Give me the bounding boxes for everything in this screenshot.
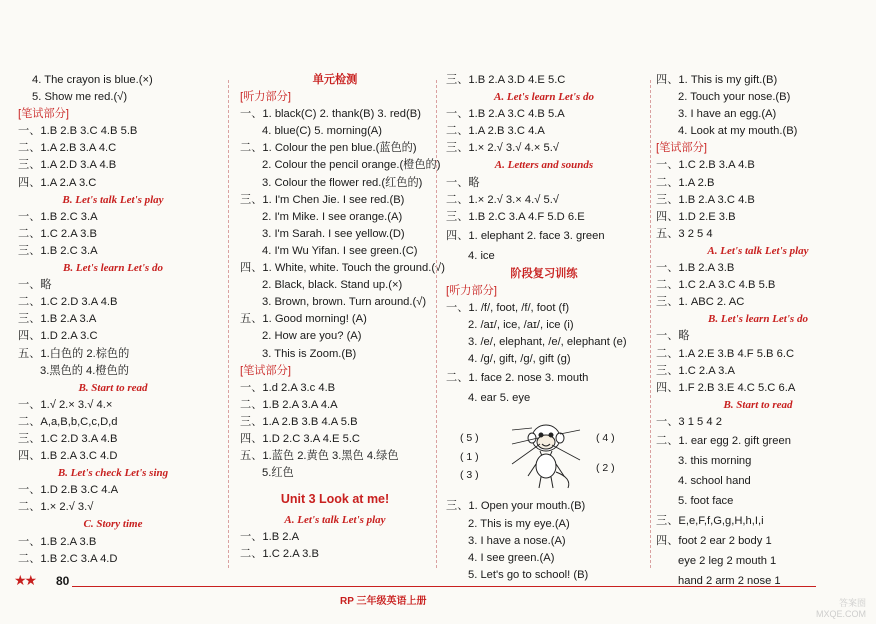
column-divider [650, 80, 651, 568]
answer-line: 一、略 [18, 279, 52, 292]
answer-line: 单元检测 [312, 74, 358, 86]
answer-column-1 [18, 72, 208, 568]
section-heading: A. Let's talk Let's play [707, 244, 809, 257]
answer-line: 5.红色 [262, 467, 294, 480]
answer-line: 四、1.D 2.E 3.B [656, 210, 736, 223]
diagram-label-1: ( 1 ) [460, 451, 479, 463]
answer-line: 5. Show me red.(√) [32, 91, 128, 104]
answer-line: 一、1.D 2.B 3.C 4.A [18, 484, 119, 497]
answer-line: 三、1.× 2.√ 3.√ 4.× 5.√ [446, 142, 559, 155]
answer-line: 4. blue(C) 5. morning(A) [262, 125, 382, 138]
diagram-label-3: ( 3 ) [460, 469, 479, 481]
answer-line: 一、1.B 2.A 3.B [18, 535, 97, 548]
answer-line: 3. I have an egg.(A) [678, 108, 777, 121]
answer-line: 二、1.A 2.B 3.A 4.C [18, 142, 117, 155]
answer-line: 四、foot 2 ear 2 body 1 [656, 534, 772, 547]
answer-line: 五、1. Good morning! (A) [240, 313, 367, 326]
page-number: 80 [56, 574, 70, 588]
answer-line: 一、略 [446, 176, 480, 189]
section-heading: B. Start to read [78, 381, 148, 394]
answer-line: 3. this morning [678, 454, 752, 467]
diagram-label-5: ( 5 ) [460, 432, 479, 444]
answer-line: 三、1. Open your mouth.(B) [446, 500, 586, 513]
answer-line: 一、1. /f/, foot, /f/, foot (f) [446, 302, 570, 315]
column-divider [228, 80, 229, 568]
answer-line: 5. foot face [678, 494, 734, 507]
answer-line: 四、1. White, white. Touch the ground.(√) [240, 262, 445, 275]
answer-line: 二、1.B 2.A 3.A 4.A [240, 398, 338, 411]
watermark: 答案圈 MXQE.COM [815, 598, 866, 619]
diagram-label-4: ( 4 ) [596, 432, 615, 444]
answer-line: 3. Brown, brown. Turn around.(√) [262, 296, 427, 309]
answer-line: 一、3 1 5 4 2 [656, 415, 722, 428]
answer-line: 2. Black, black. Stand up.(×) [262, 279, 403, 292]
answer-line: 三、1.A 2.B 3.B 4.A 5.B [240, 415, 358, 428]
answer-line: 一、1.B 2.A 3.C 4.B 5.A [446, 108, 565, 121]
answer-line: 三、1. I'm Chen Jie. I see red.(B) [240, 193, 405, 206]
star-rating-icon: ★★ [14, 572, 36, 588]
answer-line: 五、1.白色的 2.棕色的 [18, 347, 130, 360]
answer-line: 4. I'm Wu Yifan. I see green.(C) [262, 244, 418, 257]
answer-line: 一、1.B 2.B 3.C 4.B 5.B [18, 125, 138, 138]
answer-line: 二、1.C 2.A 3.B [240, 548, 319, 561]
answer-line: 3.黑色的 4.橙色的 [40, 364, 129, 377]
section-heading: B. Let's check Let's sing [57, 467, 169, 480]
answer-line: 二、1. ear egg 2. gift green [656, 434, 791, 447]
answer-line: 4. ear 5. eye [468, 392, 531, 405]
answer-line: hand 2 arm 2 nose 1 [678, 574, 781, 587]
answer-line: 三、1.B 2.A 3.A [18, 313, 97, 326]
answer-line: 3. I have a nose.(A) [468, 534, 566, 547]
answer-line: 一、1.B 2.A 3.B [656, 262, 735, 275]
monkey-illustration [506, 420, 586, 492]
answer-line: 三、1.B 2.A 3.C 4.B [656, 193, 755, 206]
answer-line: 三、1.B 2.A 3.D 4.E 5.C [446, 74, 566, 86]
answer-line: 二、1.A 2.E 3.B 4.F 5.B 6.C [656, 347, 795, 360]
section-heading: B. Let's learn Let's do [63, 262, 163, 275]
diagram-label-2: ( 2 ) [596, 462, 615, 474]
answer-line: 五、3 2 5 4 [656, 227, 713, 240]
answer-line: 4. /g/, gift, /g/, gift (g) [468, 353, 571, 366]
answer-line: 2. Touch your nose.(B) [678, 91, 791, 104]
answer-line: 3. /e/, elephant, /e/, elephant (e) [468, 336, 627, 349]
answer-line: 一、1.√ 2.× 3.√ 4.× [18, 398, 113, 411]
answer-line: [笔试部分] [656, 142, 707, 155]
answer-line: 2. /aɪ/, ice, /aɪ/, ice (i) [468, 319, 574, 332]
answer-line: 一、1.B 2.A [240, 531, 300, 544]
answer-line: 2. Colour the pencil orange.(橙色的) [262, 159, 441, 172]
answer-line: 三、1.B 2.C 3.A [18, 244, 98, 257]
answer-line: [笔试部分] [18, 108, 69, 121]
answer-column-3 [446, 72, 642, 584]
answer-line: 三、1.A 2.D 3.A 4.B [18, 159, 117, 172]
footer-text: RP 三年级英语上册 [340, 596, 427, 607]
answer-line: 四、1.F 2.B 3.E 4.C 5.C 6.A [656, 381, 796, 394]
answer-line: 阶段复习训练 [510, 267, 578, 280]
answer-line: 4. ice [468, 249, 495, 262]
answer-line: 二、1.C 2.A 3.B [18, 227, 97, 240]
section-heading: C. Story time [83, 518, 143, 531]
answer-line: 二、1.A 2.B 3.C 4.A [446, 125, 545, 138]
section-heading: B. Start to read [723, 398, 793, 411]
answer-line: 四、1.A 2.A 3.C [18, 176, 97, 189]
answer-line: 四、1. elephant 2. face 3. green [446, 229, 605, 242]
answer-line: 4. Look at my mouth.(B) [678, 125, 798, 138]
section-heading: B. Let's learn Let's do [708, 313, 808, 326]
answer-line: 二、A,a,B,b,C,c,D,d [18, 415, 118, 428]
answer-line: 4. I see green.(A) [468, 551, 555, 564]
answer-line: 4. school hand [678, 474, 751, 487]
answer-line: 一、1.d 2.A 3.c 4.B [240, 381, 336, 394]
answer-column-4 [656, 72, 860, 591]
answer-line: 3. I'm Sarah. I see yellow.(D) [262, 227, 405, 240]
answer-line: eye 2 leg 2 mouth 1 [678, 554, 777, 567]
column-divider [436, 80, 437, 568]
answer-line: [笔试部分] [240, 364, 291, 377]
answer-line: 四、1. This is my gift.(B) [656, 74, 778, 86]
answer-line: 2. This is my eye.(A) [468, 517, 570, 530]
section-heading: A. Let's learn Let's do [494, 91, 594, 104]
answer-line: 4. The crayon is blue.(×) [32, 74, 153, 86]
answer-line: 二、1. Colour the pen blue.(蓝色的) [240, 142, 417, 155]
answer-line: 一、1.B 2.C 3.A [18, 210, 98, 223]
answer-line: 一、略 [656, 330, 690, 343]
answer-line: 三、1.B 2.C 3.A 4.F 5.D 6.E [446, 210, 585, 223]
answer-line: 二、1.A 2.B [656, 176, 715, 189]
answer-line: 3. This is Zoom.(B) [262, 347, 357, 360]
answer-line: 二、1.× 2.√ 3.√ [18, 501, 94, 514]
answer-line: 二、1.C 2.D 3.A 4.B [18, 296, 118, 309]
answer-line: 四、1.B 2.A 3.C 4.D [18, 450, 118, 463]
section-heading: A. Letters and sounds [494, 159, 594, 172]
answer-line: 5. Let's go to school! (B) [468, 568, 589, 581]
answer-line: 五、1.蓝色 2.黄色 3.黑色 4.绿色 [240, 450, 399, 463]
answer-line: 四、1.D 2.A 3.C [18, 330, 98, 343]
answer-line: 三、1.C 2.A 3.A [656, 364, 735, 377]
section-heading: A. Let's talk Let's play [284, 514, 386, 527]
answer-line: 三、E,e,F,f,G,g,H,h,I,i [656, 514, 764, 527]
answer-line: 二、1.× 2.√ 3.× 4.√ 5.√ [446, 193, 559, 206]
answer-line: Unit 3 Look at me! [280, 492, 390, 507]
footer-rule [72, 586, 816, 587]
answer-line: 四、1.D 2.C 3.A 4.E 5.C [240, 432, 361, 445]
answer-line: 2. How are you? (A) [262, 330, 362, 343]
answer-line: 一、1. black(C) 2. thank(B) 3. red(B) [240, 108, 421, 121]
answer-line: 二、1.C 2.A 3.C 4.B 5.B [656, 279, 776, 292]
answer-line: 3. Colour the flower red.(红色的) [262, 176, 423, 189]
answer-line: 一、1.C 2.B 3.A 4.B [656, 159, 755, 172]
answer-line: 三、1.C 2.D 3.A 4.B [18, 432, 118, 445]
answer-line: 2. I'm Mike. I see orange.(A) [262, 210, 403, 223]
answer-line: 三、1. ABC 2. AC [656, 296, 745, 309]
answer-line: [听力部分] [240, 91, 291, 104]
answer-line: [听力部分] [446, 284, 497, 297]
answer-column-2 [240, 72, 445, 564]
answer-line: 二、1.B 2.C 3.A 4.D [18, 552, 118, 565]
answer-line: 二、1. face 2. nose 3. mouth [446, 372, 589, 385]
section-heading: B. Let's talk Let's play [62, 193, 164, 206]
